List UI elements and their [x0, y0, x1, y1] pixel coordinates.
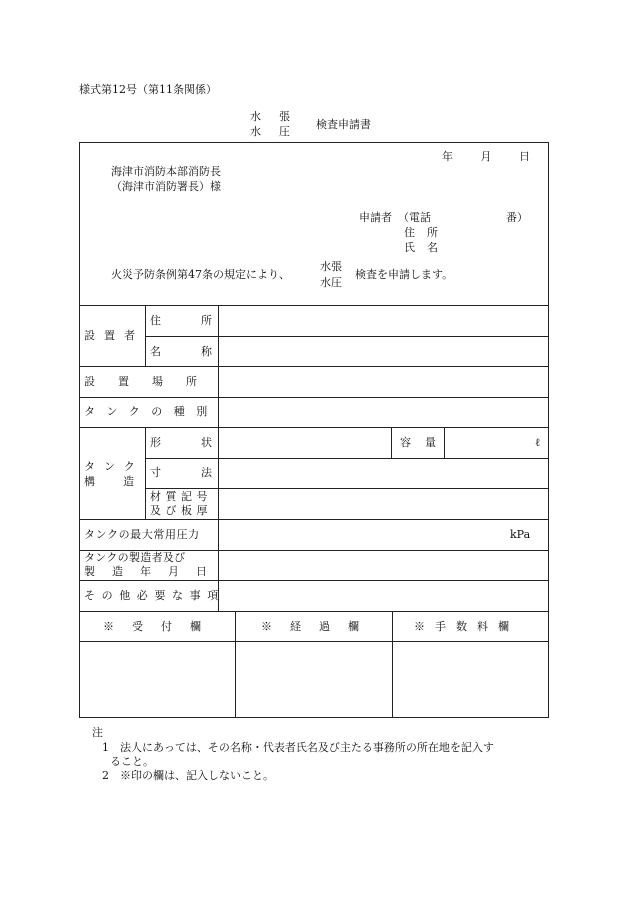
form-title	[250, 110, 390, 140]
rule	[145, 427, 146, 519]
tank-structure-label-2: 構 造	[84, 475, 134, 488]
manufacturer-label-1: タンクの製造者及び	[84, 551, 186, 564]
note-1-text: 法人にあっては、その名称・代表者氏名及び主たる事務所の所在地を記入す	[120, 741, 494, 754]
reception-column-header: ※受付欄	[103, 620, 219, 633]
applicant-name-label: 氏 名	[404, 241, 438, 254]
capacity-unit: ℓ	[535, 436, 541, 449]
rule	[79, 305, 549, 306]
material-label-1: 材質記号	[150, 490, 212, 503]
rule	[392, 611, 393, 718]
note-2-number: 2	[102, 769, 109, 782]
dimensions-label: 寸 法	[150, 466, 212, 479]
rule	[145, 488, 549, 489]
rule	[79, 580, 549, 581]
title-main: 検査申請書	[316, 118, 371, 131]
addressee-line1: 海津市消防本部消防長	[111, 165, 221, 178]
capacity-label: 容 量	[400, 436, 436, 449]
statement-stack-top: 水張	[320, 260, 342, 273]
applicant-label: 申請者	[359, 211, 392, 224]
phone-close: 番）	[506, 211, 528, 224]
addressee-line2: （海津市消防署長）様	[111, 180, 221, 193]
tank-structure-label: タンク	[84, 460, 144, 473]
rule	[79, 397, 549, 398]
note-1-number: 1	[102, 741, 109, 754]
fee-column-header: ※手数料欄	[414, 620, 519, 633]
installer-address-label: 住 所	[150, 314, 212, 327]
manufacturer-label-2: 製造年月日	[84, 565, 224, 578]
install-location-label: 設置場所	[84, 375, 220, 388]
rule	[391, 427, 392, 458]
max-pressure-label: タンクの最大常用圧力	[84, 528, 200, 541]
progress-column-header: ※経過欄	[261, 620, 377, 633]
statement-suffix: 検査を申請します。	[355, 268, 454, 281]
rule	[145, 458, 549, 459]
rule	[79, 366, 549, 367]
title-stack-top: 水 張	[250, 110, 290, 123]
tank-type-label: タンクの種別	[84, 405, 219, 418]
material-label-2: 及び板厚	[150, 504, 212, 517]
date-line: 年 月 日	[442, 150, 530, 163]
statement-prefix: 火災予防条例第47条の規定により、	[111, 268, 290, 281]
other-items-label: その他必要な事項	[84, 589, 225, 602]
rule	[79, 641, 549, 642]
shape-label: 形 状	[150, 436, 212, 449]
rule	[79, 519, 549, 520]
rule	[79, 611, 549, 612]
installer-name-label: 名 称	[150, 345, 212, 358]
title-stack-bottom: 水 圧	[250, 125, 290, 138]
statement-stack-bottom: 水圧	[320, 276, 342, 289]
note-1-continuation: ること。	[110, 755, 154, 768]
installer-label: 設置者	[84, 329, 144, 342]
rule	[145, 305, 146, 366]
rule	[444, 427, 445, 458]
notes-heading: 注	[92, 726, 103, 739]
rule	[145, 336, 549, 337]
phone-open: （電話	[398, 211, 431, 224]
rule	[79, 427, 549, 428]
form-number: 様式第12号（第11条関係）	[79, 83, 217, 96]
pressure-unit: kPa	[510, 528, 531, 541]
applicant-address-label: 住 所	[404, 226, 438, 239]
rule	[235, 611, 236, 718]
note-2-text: ※印の欄は、記入しないこと。	[120, 769, 274, 782]
